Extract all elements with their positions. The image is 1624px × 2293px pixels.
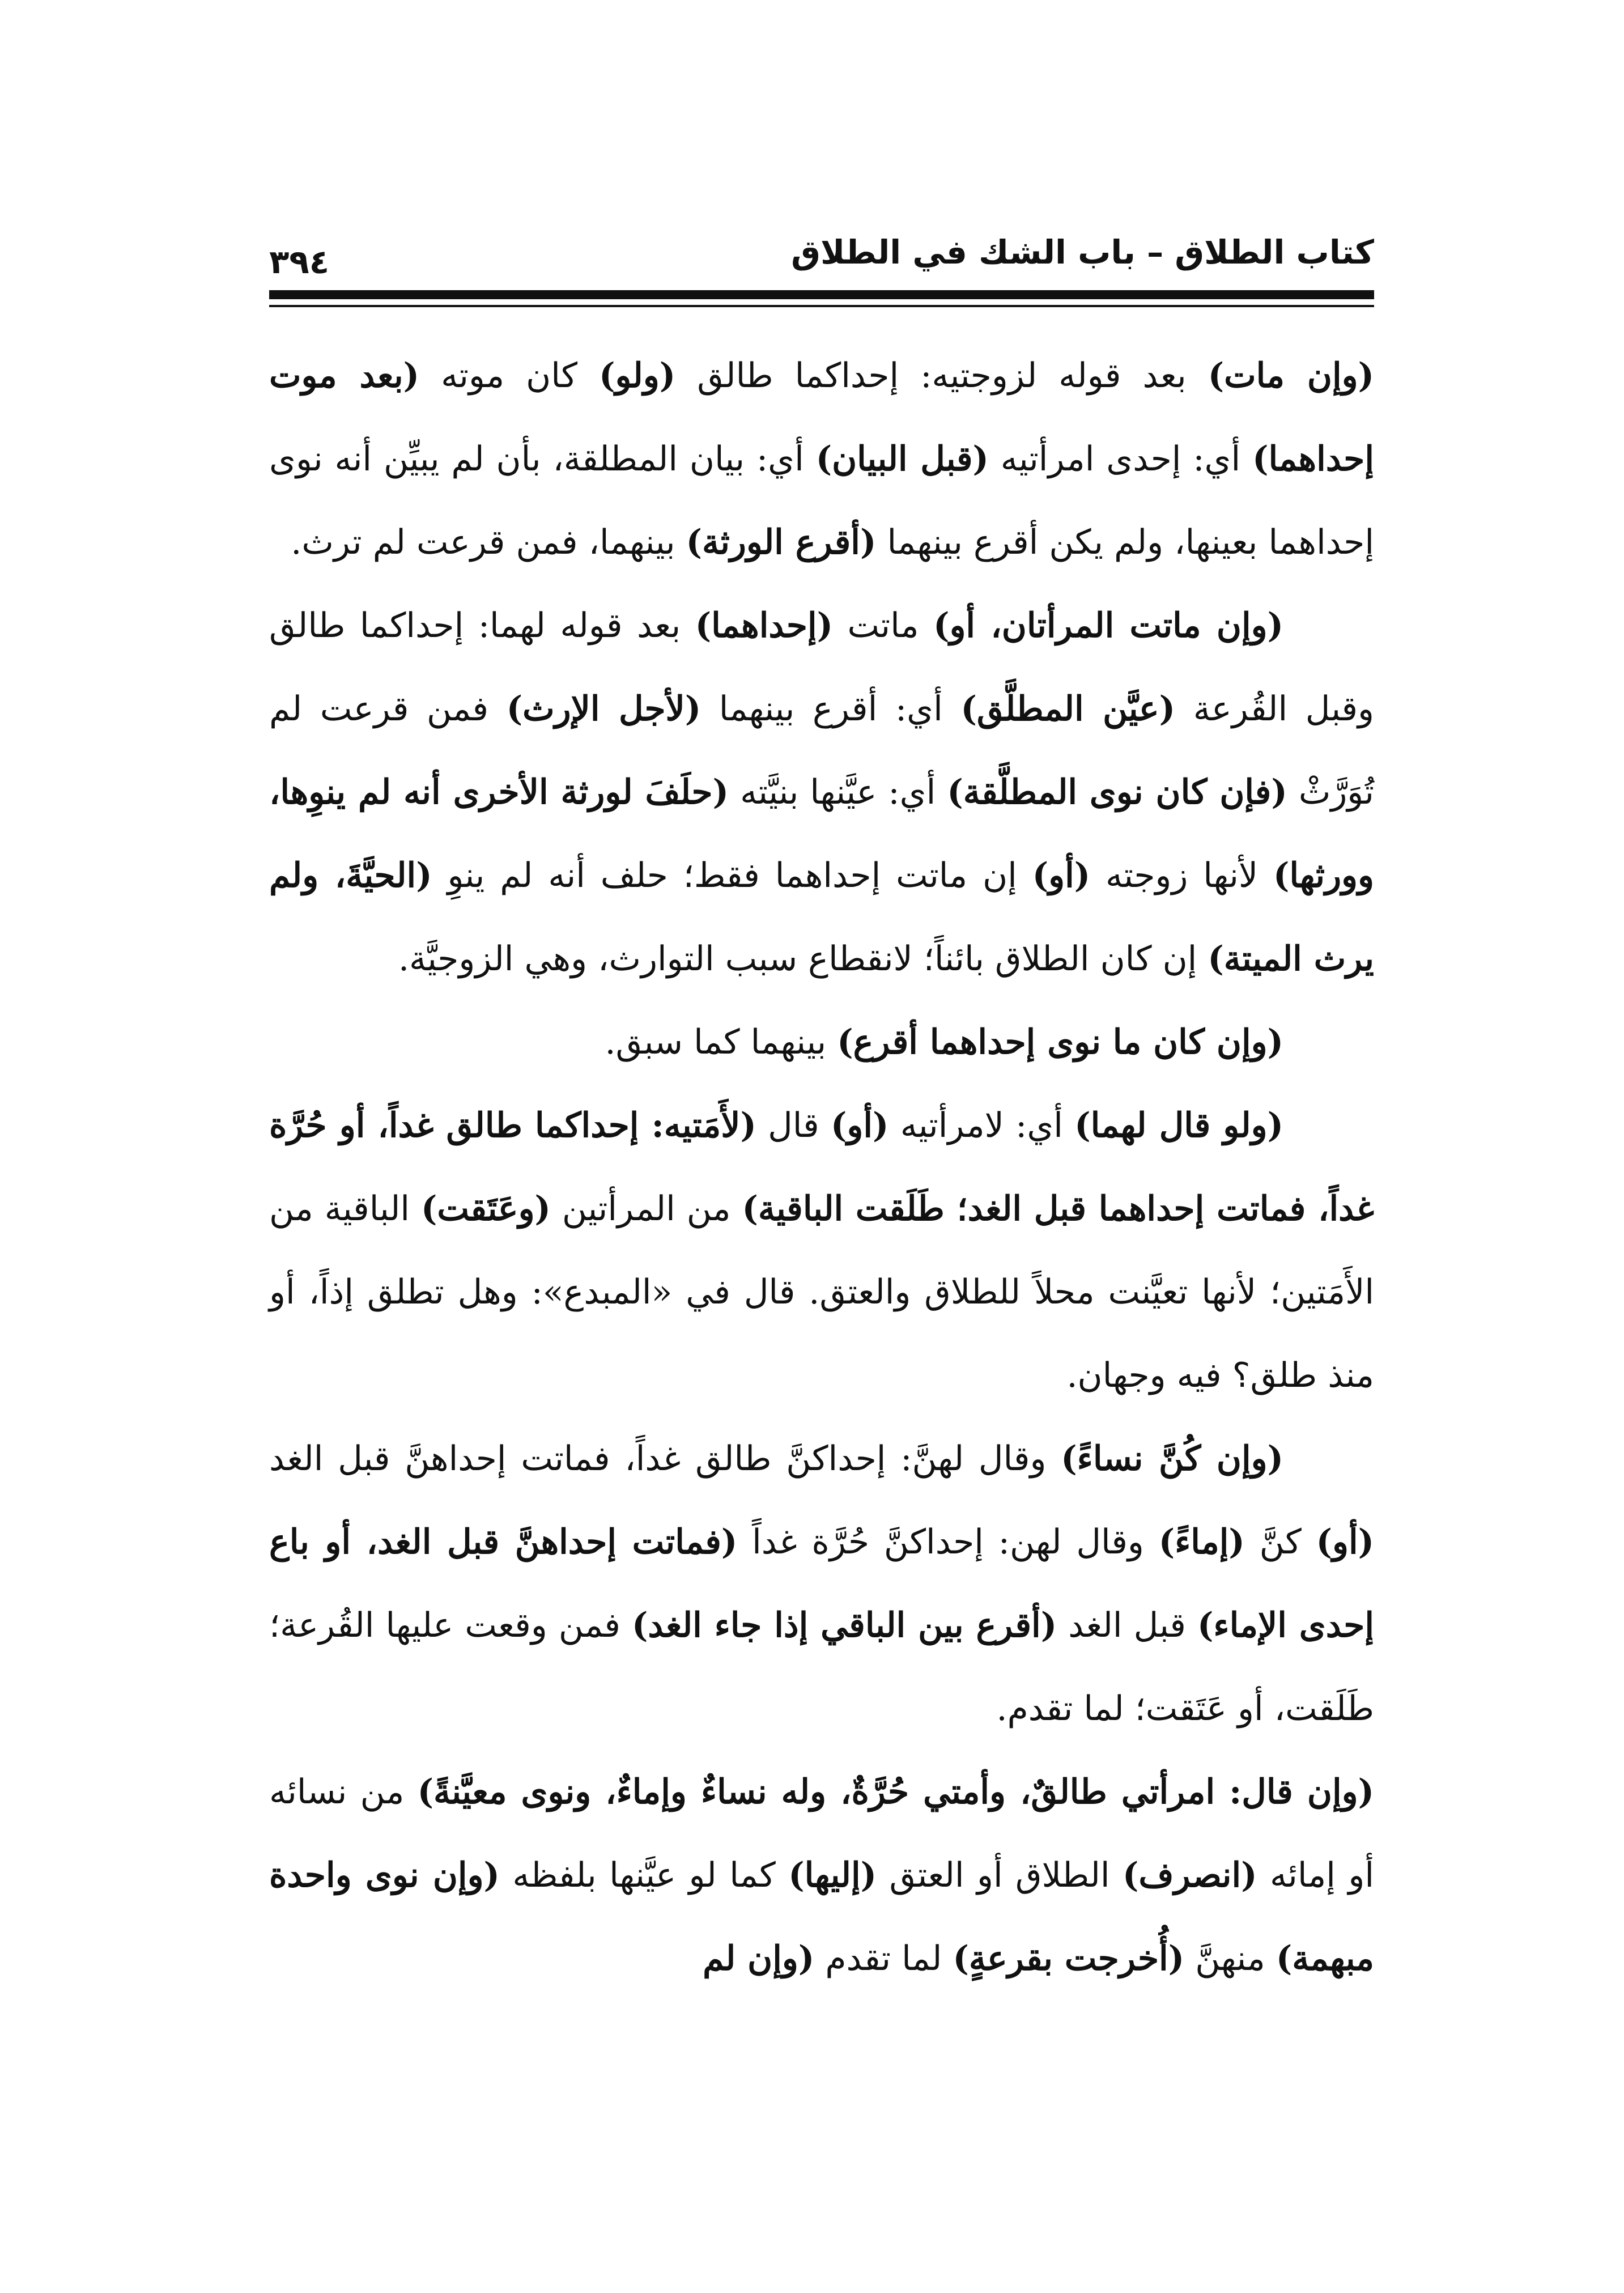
matn-text: (الحيَّةَ، ولم يرث الميتة) <box>269 856 1374 979</box>
commentary-text: كان موته <box>419 356 600 396</box>
matn-text: (انصرف) <box>1123 1855 1257 1895</box>
commentary-text: الطلاق أو العتق <box>877 1855 1123 1895</box>
matn-text: (وإن نوى واحدة مبهمة) <box>269 1855 1374 1978</box>
page-number: ٣٩٤ <box>269 243 330 281</box>
commentary-text: بينهما كما سبق. <box>605 1022 837 1062</box>
paragraph <box>269 1001 1374 1084</box>
matn-text: (لأجل الإرث) <box>506 689 702 729</box>
matn-text: (أُخرجت بقرعةٍ) <box>953 1939 1185 1978</box>
paragraph <box>269 584 1374 1001</box>
matn-text: (وإن كان ما نوى إحداهما أقرع) <box>837 1022 1283 1062</box>
matn-text: (فماتت إحداهنَّ قبل الغد، أو باع إحدى الإماء) <box>269 1522 1374 1645</box>
paragraph <box>269 334 1374 584</box>
commentary-text: وقال لهن: إحداكنَّ حُرَّة غداً <box>737 1522 1159 1562</box>
page-header <box>269 230 1374 281</box>
matn-text: (أو) <box>1032 856 1091 895</box>
matn-text: (أقرع بين الباقي إذا جاء الغد) <box>632 1606 1057 1645</box>
commentary-text: لأنها زوجته <box>1090 856 1274 895</box>
commentary-text: أي: بيان المطلقة، بأن لم يبيِّن أنه نوى إحداهما بعينها، ولم يكن أقرع بينهما <box>269 439 1374 562</box>
paragraph <box>269 1084 1374 1417</box>
matn-text: (وإن كُنَّ نساءً) <box>1061 1439 1283 1479</box>
running-title: كتاب الطلاق – باب الشك في الطلاق <box>791 233 1374 271</box>
matn-text: (حلَفَ لورثة الأخرى أنه لم ينوِها، وورثها) <box>269 772 1374 895</box>
commentary-text: قال <box>756 1106 831 1145</box>
commentary-text: فمن قرعت لم تُوَرَّثْ <box>269 689 1374 812</box>
body-text <box>269 334 1374 2001</box>
matn-text: (إماءً) <box>1158 1522 1245 1562</box>
matn-text: (عيَّن المطلَّق) <box>960 689 1176 729</box>
commentary-text: وقال لهنَّ: إحداكنَّ طالق غداً، فماتت إحداهنَّ قبل الغد <box>269 1439 1061 1479</box>
commentary-text: أي: إحدى امرأتيه <box>988 439 1253 479</box>
commentary-text: بعد قوله لزوجتيه: إحداكما طالق <box>675 356 1208 396</box>
matn-text: (أو) <box>831 1106 889 1145</box>
paragraph <box>269 1751 1374 2001</box>
commentary-text: الباقية من الأَمَتين؛ لأنها تعيَّنت محلاً للطلاق والعتق. قال في «المبدع»: وهل تطلق إذاً، أو منذ طلق؟ فيه وجهان. <box>269 1189 1374 1395</box>
commentary-text: قبل الغد <box>1057 1606 1197 1645</box>
matn-text: (بعد موت إحداهما) <box>269 356 1374 479</box>
commentary-text: كنَّ <box>1244 1522 1316 1562</box>
matn-text: (ولو قال لهما) <box>1074 1106 1284 1145</box>
matn-text: (إليها) <box>788 1855 877 1895</box>
header-rule-thin <box>269 305 1374 307</box>
matn-text: (لأَمَتيه: إحداكما طالق غداً، أو حُرَّة غداً، فماتت إحداهما قبل الغد؛ طَلَقت الباقية) <box>269 1106 1375 1229</box>
matn-text: (أو) <box>1316 1522 1375 1562</box>
paragraph <box>269 1417 1374 1751</box>
commentary-text: لما تقدم <box>814 1939 953 1978</box>
matn-text: (فإن كان نوى المطلَّقة) <box>947 772 1287 812</box>
matn-text: (قبل البيان) <box>815 439 989 479</box>
commentary-text: أي: عيَّنها بنيَّته <box>729 772 947 812</box>
commentary-text: بينهما، فمن قرعت لم ترث. <box>291 523 686 562</box>
header-rule-thick <box>269 290 1374 299</box>
commentary-text: من نسائه أو إمائه <box>269 1772 1375 1895</box>
matn-text: (وإن ماتت المرأتان، أو) <box>933 606 1283 646</box>
matn-text: (وعَتَقت) <box>421 1189 551 1229</box>
commentary-text: فمن وقعت عليها القُرعة؛ طَلَقت، أو عَتَقت؛ لما تقدم. <box>269 1606 1374 1729</box>
commentary-text: من المرأتين <box>550 1189 742 1229</box>
commentary-text: منهنَّ <box>1184 1939 1276 1978</box>
commentary-text: كما لو عيَّنها بلفظه <box>499 1855 789 1895</box>
matn-text: (وإن لم <box>703 1939 815 1978</box>
matn-text: (أقرع الورثة) <box>686 523 877 562</box>
commentary-text: إن ماتت إحداهما فقط؛ حلف أنه لم ينوِ <box>432 856 1032 895</box>
commentary-text: أي: لامرأتيه <box>888 1106 1075 1145</box>
commentary-text: بعد قوله لهما: إحداكما طالق وقبل القُرعة <box>269 606 1374 729</box>
matn-text: (وإن قال: امرأتي طالقٌ، وأمتي حُرَّةٌ، وله نساءٌ وإماءٌ، ونوى معيَّنةً) <box>417 1772 1374 1812</box>
matn-text: (ولو) <box>599 356 676 396</box>
commentary-text: أي: أقرع بينهما <box>701 689 961 729</box>
matn-text: (إحداهما) <box>695 606 834 646</box>
matn-text: (وإن مات) <box>1208 356 1374 396</box>
commentary-text: ماتت <box>833 606 934 646</box>
commentary-text: إن كان الطلاق بائناً؛ لانقطاع سبب التوارث، وهي الزوجيَّة. <box>398 939 1208 979</box>
